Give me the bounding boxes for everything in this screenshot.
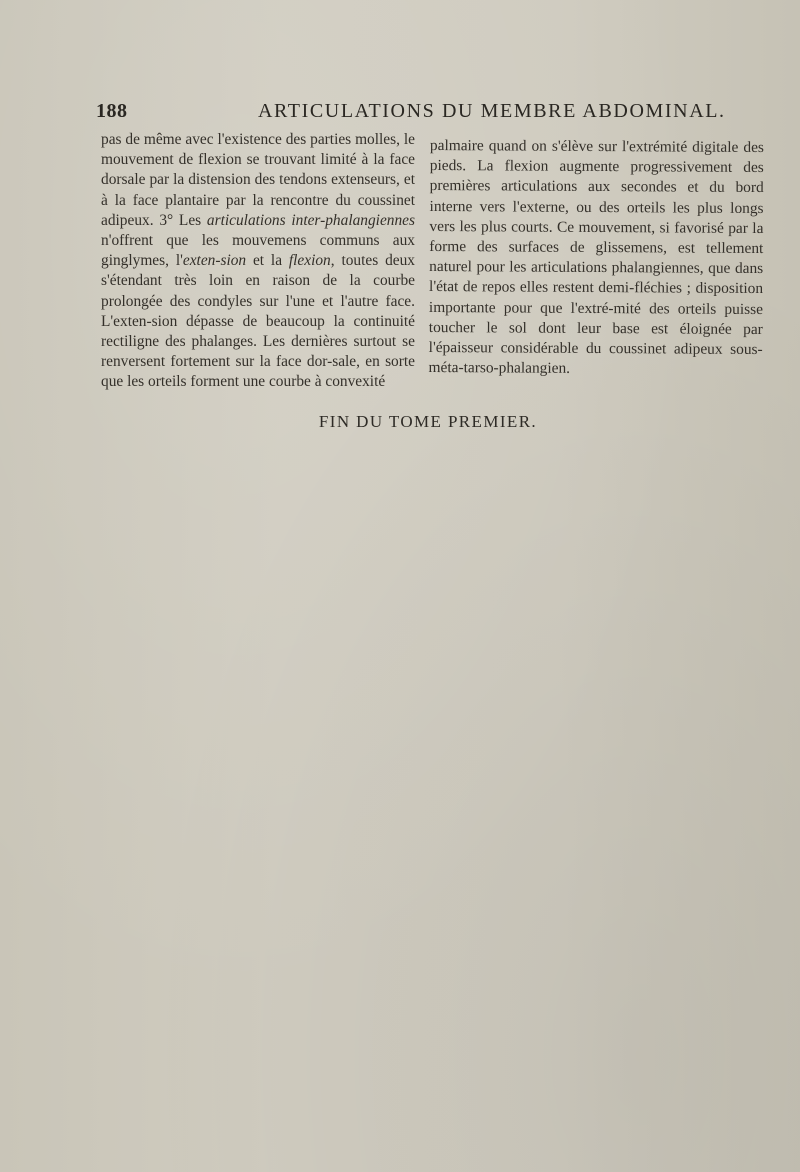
right-text-column — [429, 136, 764, 380]
left-paragraph: pas de même avec l'existence des parties molles, le mouvement de flexion se trouvant limité à la face dorsale par la distension des tendons extenseurs, et à la face plantaire par la rencontre du coussinet adipeux. 3° Les articulations inter-phalangiennes n'offrent que les mouvemens communs aux ginglymes, l'exten-sion et la flexion, toutes deux s'étendant très loin en raison de la courbe prolongée des condyles sur l'une et l'autre face. L'exten-sion dépasse de beaucoup la continuité rectiligne des phalanges. Les dernières surtout se renversent fortement sur la face dor-sale, en sorte que les orteils forment une courbe à convexité — [101, 131, 415, 391]
end-of-volume-note: FIN DU TOME PREMIER. — [318, 412, 538, 431]
right-paragraph: palmaire quand on s'élève sur l'extrémité digitale des pieds. La flexion augmente progressivement des premières articulations aux secondes et du bord interne vers l'externe, ou des orteils les plus longs vers les plus courts. Ce mouvement, si favorisé par la forme des surfaces de glissemens, est tellement naturel pour les articulations phalangiennes, que dans l'état de repos elles restent demi-fléchies ; disposition importante pour que l'extré-mité des orteils puisse toucher le sol dont leur base est éloignée par l'épaisseur considérable du coussinet adipeux sous-méta-tarso-phalangien. — [428, 136, 764, 378]
running-title: ARTICULATIONS DU MEMBRE ABDOMINAL. — [258, 100, 726, 122]
page-number: 188 — [96, 100, 128, 122]
left-text-column — [101, 130, 415, 393]
